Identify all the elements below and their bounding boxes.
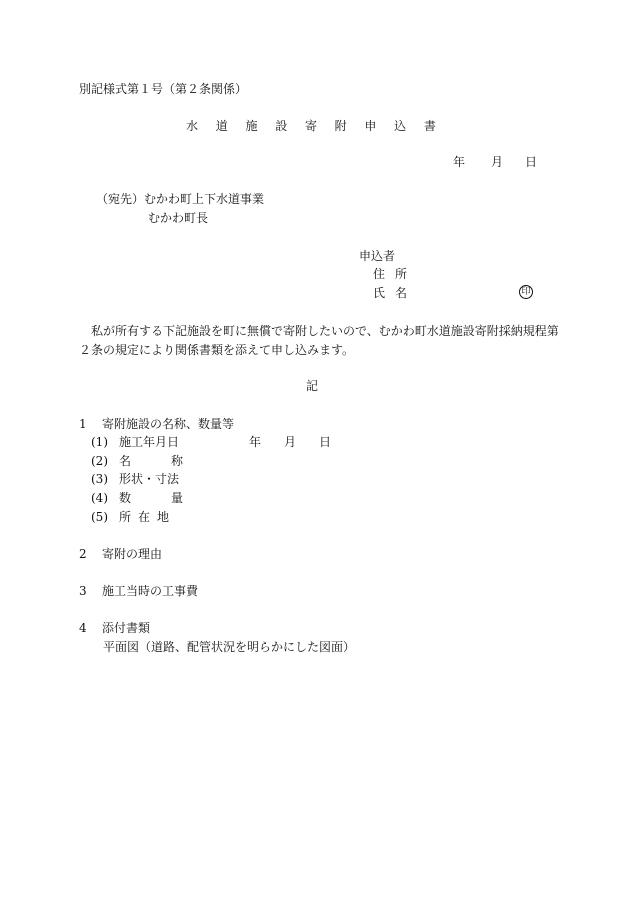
applicant-address-label [373,268,407,280]
construction-month-label: 月 [284,435,297,449]
section-title: 寄附施設の名称、数量等 [102,417,235,431]
item-label-char: 名 [119,454,132,468]
item-name [91,455,183,467]
title-char: 書 [423,119,436,133]
addressee-line-2: むかわ町長 [148,211,209,225]
title-char: 寄 [304,119,317,133]
item-label [119,511,169,523]
construction-year-label: 年 [249,435,262,449]
item-number: (5) [91,510,108,524]
item-label [119,492,183,504]
section-number: 1 [79,417,87,431]
item-quantity [91,492,183,504]
item-label-char: 称 [171,454,184,468]
item-number: (2) [91,454,108,468]
construction-day-label: 日 [319,435,332,449]
section-title: 寄附の理由 [102,547,163,561]
item-number: (4) [91,491,108,505]
title-char: 附 [334,119,347,133]
item-label-char: 量 [171,491,184,505]
item-number: (1) [91,435,108,449]
section-donated-facility [79,418,234,430]
date-year-label: 年 [453,155,466,169]
section-number: 4 [79,621,87,635]
section-number: 2 [79,547,87,561]
application-body-text: 私が所有する下記施設を町に無償で寄附したいので、むかわ町水道施設寄附採納規程第２条の規定により関係書類を添えて申し込みます。 [79,324,559,357]
item-label [119,473,179,485]
title-char: 水 [186,119,199,133]
section-title: 添付書類 [102,621,151,635]
applicant-name-label [373,287,407,299]
applicant-label: 申込者 [359,249,396,263]
name-char: 氏 [373,286,386,300]
date-day-label: 日 [525,155,538,169]
item-label [119,436,179,448]
title-char: 施 [245,119,258,133]
title-char: 込 [394,119,407,133]
section-attached-documents [79,622,150,634]
date-month-label: 月 [491,155,504,169]
item-construction-date [91,436,179,448]
item-label-text: 施工年月日 [119,435,180,449]
item-label-text: 形状・寸法 [119,472,180,486]
title-char: 申 [364,119,377,133]
addressee-line-1: （宛先）むかわ町上下水道事業 [96,192,265,206]
item-label-char: 地 [157,510,170,524]
section-title: 施工当時の工事費 [102,584,199,598]
item-shape-dimensions [91,473,179,485]
title-char: 設 [275,119,288,133]
seal-mark-icon: 印 [519,285,533,299]
section-number: 3 [79,584,87,598]
attached-document-item: 平面図（道路、配管状況を明らかにした図面） [103,640,356,654]
item-label-char: 在 [138,510,151,524]
item-location [91,511,169,523]
name-char: 名 [395,286,408,300]
document-title [186,120,436,132]
title-char: 道 [215,119,228,133]
item-number: (3) [91,472,108,486]
section-donation-reason [79,548,162,560]
form-number: 別記様式第１号（第２条関係） [79,82,248,96]
item-label [119,455,183,467]
address-char: 住 [373,267,386,281]
ki-heading: 記 [306,379,319,393]
section-construction-cost [79,585,198,597]
address-char: 所 [395,267,408,281]
item-label-char: 所 [119,510,132,524]
construction-date-fields [249,436,331,448]
item-label-char: 数 [119,491,132,505]
application-date [453,156,537,168]
